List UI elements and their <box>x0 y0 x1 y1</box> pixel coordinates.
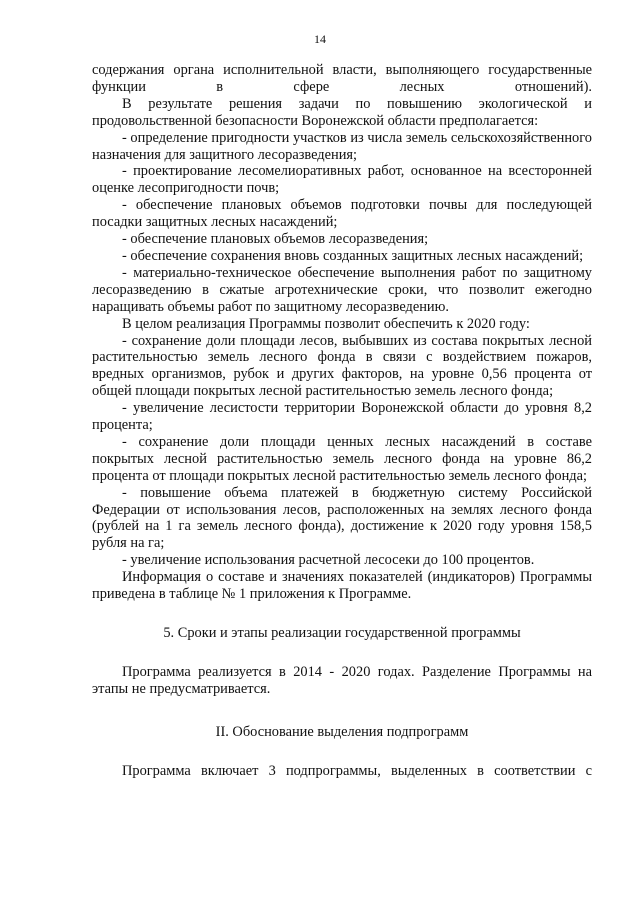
paragraph: содержания органа исполнительной власти, выполняющего государственные функции в сфере лесных отношений). <box>92 62 592 95</box>
list-item: - увеличение использования расчетной лесосеки до 100 процентов. <box>122 552 535 569</box>
document-body <box>92 62 592 780</box>
paragraph: Программа включает 3 подпрограммы, выделенных в соответствии с <box>122 762 592 779</box>
section-heading: II. Обоснование выделения подпрограмм <box>215 723 469 740</box>
page-number: 14 <box>314 32 326 46</box>
list-item: - сохранение доли площади лесов, выбывших из состава покрытых лесной растительностью земель лесного фонда в связи с воздействием пожаров, вредных организмов, рубок и других факторов, на уровне 0,56 процента от общей площади покрытых лесной растительностью земель лесного фонда; <box>92 332 592 400</box>
list-item: - увеличение лесистости территории Воронежской области до уровня 8,2 процента; <box>92 400 592 434</box>
list-item: - обеспечение плановых объемов подготовки почвы для последующей посадки защитных лесных насаждений; <box>92 197 592 231</box>
list-item: - материально-техническое обеспечение выполнения работ по защитному лесоразведению в сжатые агротехнические сроки, что позволит ежегодно наращивать объемы работ по защитному лесоразведению. <box>92 264 592 315</box>
list-item: - определение пригодности участков из числа земель сельскохозяйственного назначения для защитного лесоразведения; <box>92 129 592 163</box>
list-item: - обеспечение плановых объемов лесоразведения; <box>122 231 429 248</box>
paragraph: Информация о составе и значениях показателей (индикаторов) Программы приведена в таблице № 1 приложения к Программе. <box>92 569 592 603</box>
paragraph: Программа реализуется в 2014 - 2020 годах. Разделение Программы на этапы не предусматривается. <box>92 663 592 697</box>
paragraph: В результате решения задачи по повышению экологической и продовольственной безопасности Воронежской области предполагается: <box>92 95 592 129</box>
section-heading: 5. Сроки и этапы реализации государственной программы <box>163 625 521 641</box>
list-item: - обеспечение сохранения вновь созданных защитных лесных насаждений; <box>122 247 584 264</box>
paragraph: В целом реализация Программы позволит обеспечить к 2020 году: <box>122 315 530 332</box>
list-item: - повышение объема платежей в бюджетную систему Российской Федерации от использования лесов, расположенных на землях лесного фонда (рублей на 1 га земель лесного фонда), достижение к 2020 году уровня 158,5 рубля на га; <box>92 484 592 552</box>
list-item: - проектирование лесомелиоративных работ, основанное на всесторонней оценке лесопригодности почв; <box>92 163 592 197</box>
list-item: - сохранение доли площади ценных лесных насаждений в составе покрытых лесной растительностью земель лесного фонда на уровне 86,2 процента от площади покрытых лесной растительностью земель лесного фонда; <box>92 433 592 484</box>
